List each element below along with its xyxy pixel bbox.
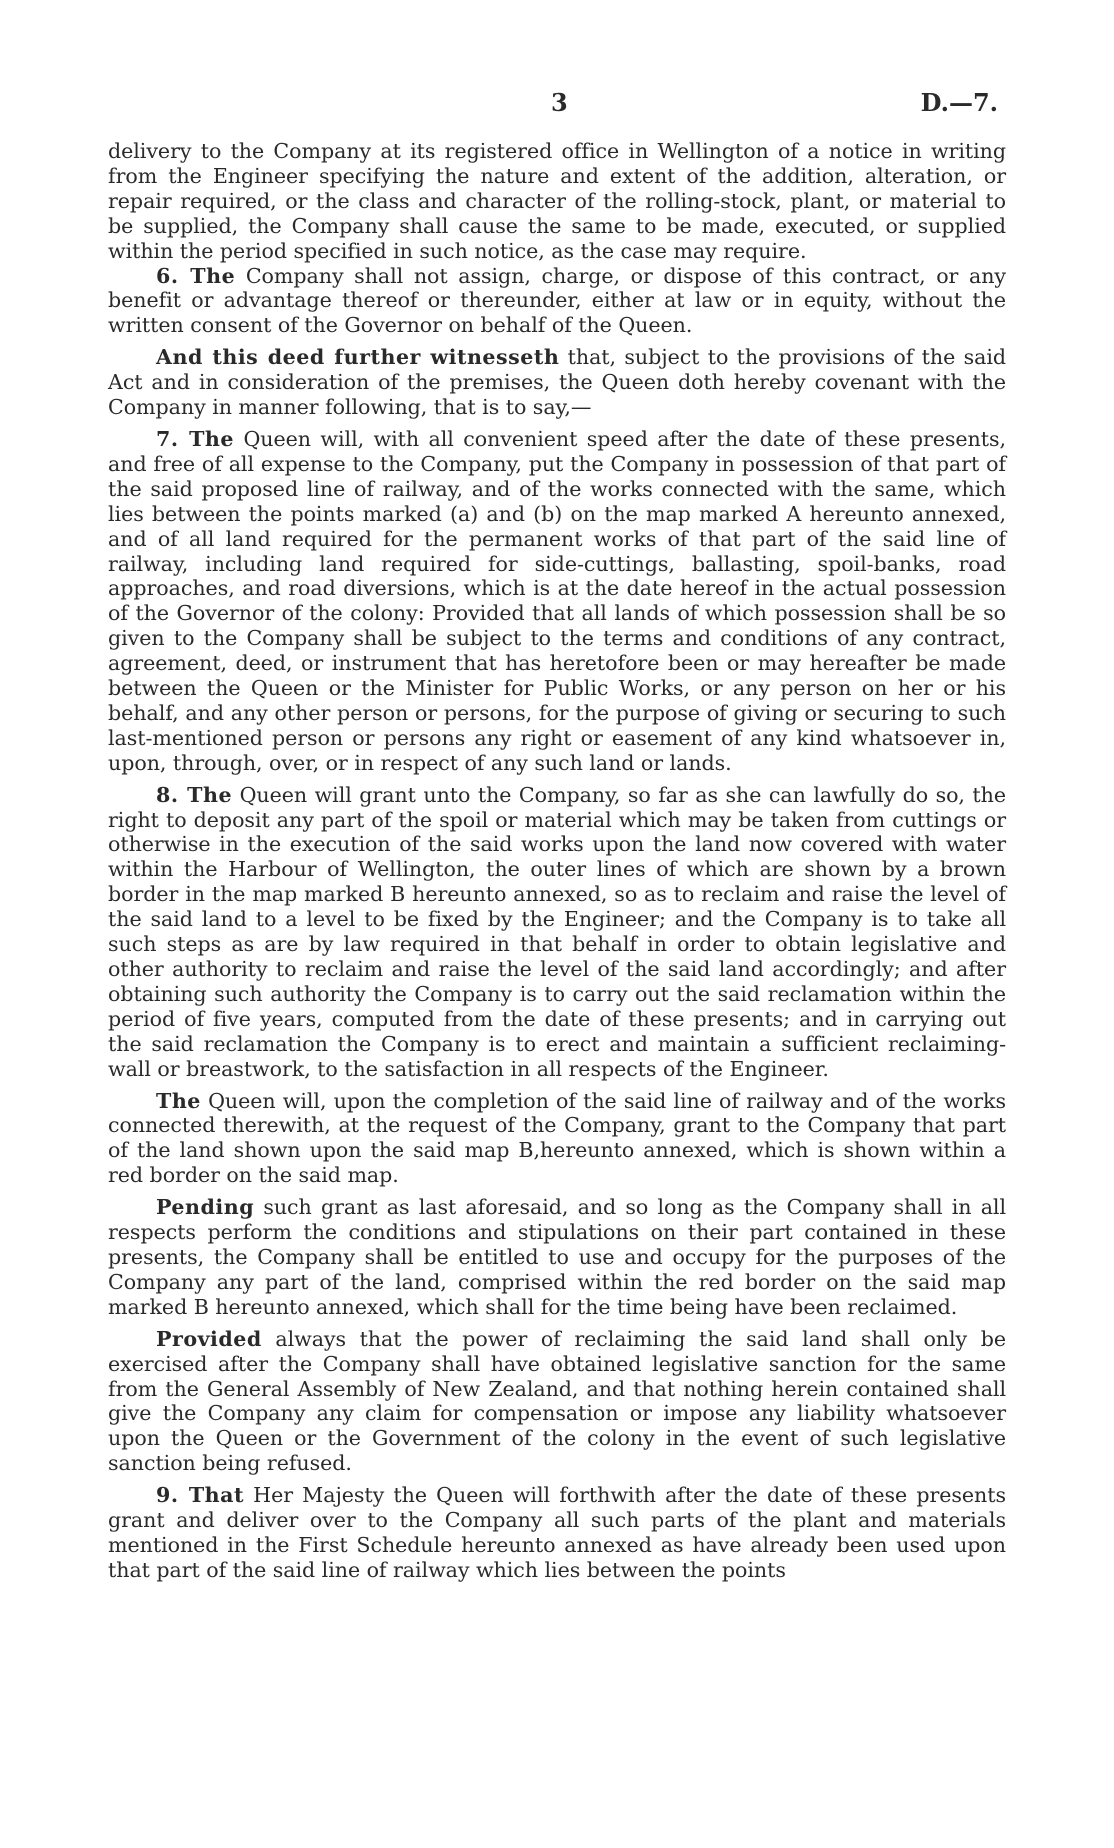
document-reference: D.—7.: [920, 88, 998, 117]
paragraph-continuation: [108, 139, 1006, 264]
paragraph-text: always that the power of reclaiming the said land shall only be exercised after the Company shall have obtained legislative sanction for the same from the General Assembly of New Zealand, and that nothing herein contained shall give the Company any claim for compensation or impose any liability whatsoever upon the Queen or the Government of the colony in the event of such legislative sanction being refused.: [108, 1326, 1006, 1476]
clause-8: [108, 783, 1006, 1082]
paragraph-lead: Pending: [156, 1195, 255, 1220]
grant-paragraph: [108, 1089, 1006, 1189]
witnesseth-paragraph: [108, 345, 1006, 420]
paragraph-lead: Provided: [156, 1326, 262, 1351]
paragraph-text: such grant as last aforesaid, and so long as the Company shall in all respects perform the conditions and stipulations on their part contained in these presents, the Company shall be entitled to use and occupy for the purposes of the Company any part of the land, comprised within the red border on the said map marked B hereunto annexed, which shall for the time being have been reclaimed.: [108, 1195, 1006, 1319]
paragraph-text: Queen will, upon the completion of the said line of railway and of the works connected therewith, at the request of the Company, grant to the Company that part of the land shown upon the said map B,hereunto annexed, which is shown within a red border on the said map.: [108, 1088, 1006, 1188]
paragraph-text: Company shall not assign, charge, or dispose of this contract, or any benefit or advantage thereof or thereunder, either at law or in equity, without the written consent of the Governor on behalf of the Queen.: [108, 263, 1006, 338]
body-text: [108, 139, 1006, 1583]
paragraph-text: that, subject to the provisions of the said Act and in consideration of the premises, the Queen doth hereby covenant with the Company in manner following, that is to say,—: [108, 345, 1006, 420]
pending-paragraph: [108, 1195, 1006, 1320]
paragraph-text: Queen will, with all convenient speed after the date of these presents, and free of all expense to the Company, put the Company in possession of that part of the said proposed line of railway, and of the works connected with the same, which lies between the points marked (a) and (b) on the map marked A hereunto annexed, and of all land required for the permanent works of that part of the said line of railway, including land required for side-cuttings, ballasting, spoil-banks, road approaches, and road diversions, which is at the date hereof in the actual possession of the Governor of the colony: Provided that all lands of which possession shall be so given to the Company shall be subject to the terms and conditions of any contract, agreement, deed, or instrument that has heretofore been or may hereafter be made between the Queen or the Minister for Public Works, or any person on her or his behalf, and any other person or persons, for the purpose of giving or securing to such last-mentioned person or persons any right or easement of any kind whatsoever in, upon, through, over, or in respect of any such land or lands.: [108, 426, 1006, 775]
page-header: [0, 88, 1114, 128]
paragraph-lead: 8. The: [156, 782, 233, 807]
page-number: 3: [551, 88, 568, 117]
paragraph-lead: 7. The: [156, 426, 235, 451]
clause-7: [108, 427, 1006, 776]
paragraph-lead: 9. That: [156, 1483, 244, 1508]
paragraph-lead: The: [156, 1088, 201, 1113]
provided-paragraph: [108, 1327, 1006, 1476]
paragraph-text: Queen will grant unto the Company, so far as she can lawfully do so, the right to deposit any part of the spoil or material which may be taken from cuttings or otherwise in the execution of the said works upon the land now covered with water within the Harbour of Wellington, the outer lines of which are shown by a brown border in the map marked B hereunto annexed, so as to reclaim and raise the level of the said land to a level to be fixed by the Engineer; and the Company is to take all such steps as are by law required in that behalf in order to obtain legislative and other authority to reclaim and raise the level of the said land accordingly; and after obtaining such authority the Company is to carry out the said reclamation within the period of five years, computed from the date of these presents; and in carrying out the said reclamation the Company is to erect and maintain a sufficient reclaiming-wall or breastwork, to the satisfaction in all respects of the Engineer.: [108, 782, 1006, 1081]
clause-9: [108, 1483, 1006, 1583]
paragraph-lead: And this deed further witnesseth: [156, 345, 560, 370]
paragraph-text: Her Majesty the Queen will forthwith after the date of these presents grant and deliver over to the Company all such parts of the plant and materials mentioned in the First Schedule hereunto annexed as have already been used upon that part of the said line of railway which lies between the points: [108, 1483, 1007, 1582]
clause-6: [108, 264, 1006, 339]
paragraph-text: delivery to the Company at its registered office in Wellington of a notice in writing from the Engineer specifying the nature and extent of the addition, alteration, or repair required, or the class and character of the rolling-stock, plant, or material to be supplied, the Company shall cause the same to be made, executed, or supplied within the period specified in such notice, as the case may require.: [108, 139, 1006, 263]
paragraph-lead: 6. The: [156, 263, 236, 288]
